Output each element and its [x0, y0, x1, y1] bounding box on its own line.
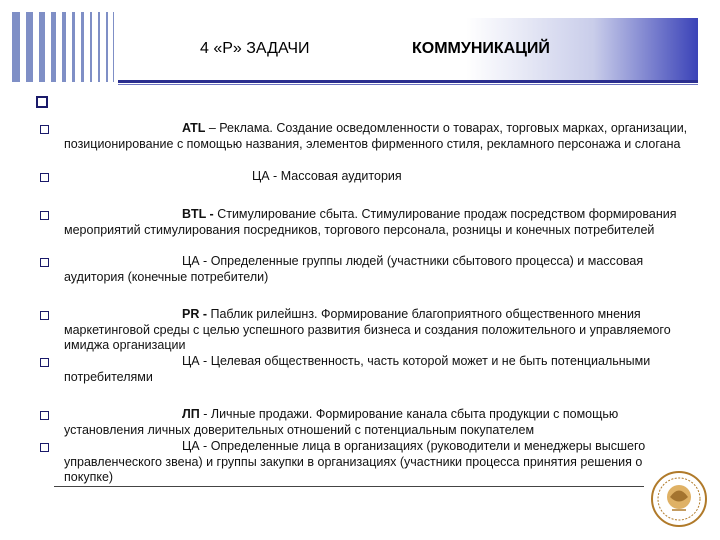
section-btl-audience: ЦА - Определенные группы людей (участники сбытового процесса) и массовая аудитория (конечные потребители): [64, 254, 644, 284]
section-lp-head: ЛП: [182, 407, 200, 421]
bullet-icon: [40, 258, 49, 267]
section-atl-audience-row: [64, 169, 694, 185]
section-atl-description: [64, 121, 694, 152]
section-atl-head: ATL: [182, 121, 206, 135]
section-pr-audience-row: [64, 354, 694, 385]
decorative-bars: [12, 12, 122, 82]
bullet-icon: [40, 358, 49, 367]
section-pr-audience: ЦА - Целевая общественность, часть которой может и не быть потенциальными потребителями: [64, 354, 651, 384]
bullet-icon: [40, 311, 49, 320]
section-pr-text: Паблик рилейшнз. Формирование благоприятного общественного мнения маркетинговой среды с целью успешного развития бизнеса и создания положительного и управляемого имиджа организации: [64, 307, 671, 352]
bottom-divider: [54, 486, 644, 487]
section-lp-description: [64, 407, 694, 438]
section-atl-text: – Реклама. Создание осведомленности о товарах, торговых марках, организации, позиционирование с помощью названия, элементов фирменного стиля, рекламного персонажа и слогана: [64, 121, 688, 151]
section-lp-audience-row: [64, 439, 694, 486]
section-pr-description: [64, 307, 694, 354]
bullet-icon: [40, 443, 49, 452]
section-btl-audience-row: [64, 254, 694, 285]
section-btl-text: Стимулирование сбыта. Стимулирование продаж посредством формирования мероприятий стимулирования посредников, торгового персонала, розницы и конечных потребителей: [64, 207, 677, 237]
bullet-icon: [40, 125, 49, 134]
title-divider-thin: [118, 84, 698, 85]
page-title-right: КОММУНИКАЦИЙ: [412, 40, 550, 57]
section-lp-text: - Личные продажи. Формирование канала сбыта продукции с помощью установления личных доверительных отношений с потенциальным покупателем: [64, 407, 619, 437]
section-lp-audience: ЦА - Определенные лица в организациях (руководители и менеджеры высшего управленческого звена) и группы закупки в организациях (участники процесса принятия решения о покупке): [64, 439, 646, 484]
page-title-left: 4 «P» ЗАДАЧИ: [200, 40, 310, 57]
section-pr-head: PR -: [182, 307, 207, 321]
university-seal-icon: [650, 470, 708, 528]
bullet-icon: [40, 411, 49, 420]
main-bullet-icon: [36, 96, 48, 108]
title-divider: [118, 80, 698, 83]
section-btl-description: [64, 207, 694, 238]
bullet-icon: [40, 173, 49, 182]
bullet-icon: [40, 211, 49, 220]
section-atl-audience: ЦА - Массовая аудитория: [252, 169, 402, 183]
section-btl-head: BTL -: [182, 207, 214, 221]
